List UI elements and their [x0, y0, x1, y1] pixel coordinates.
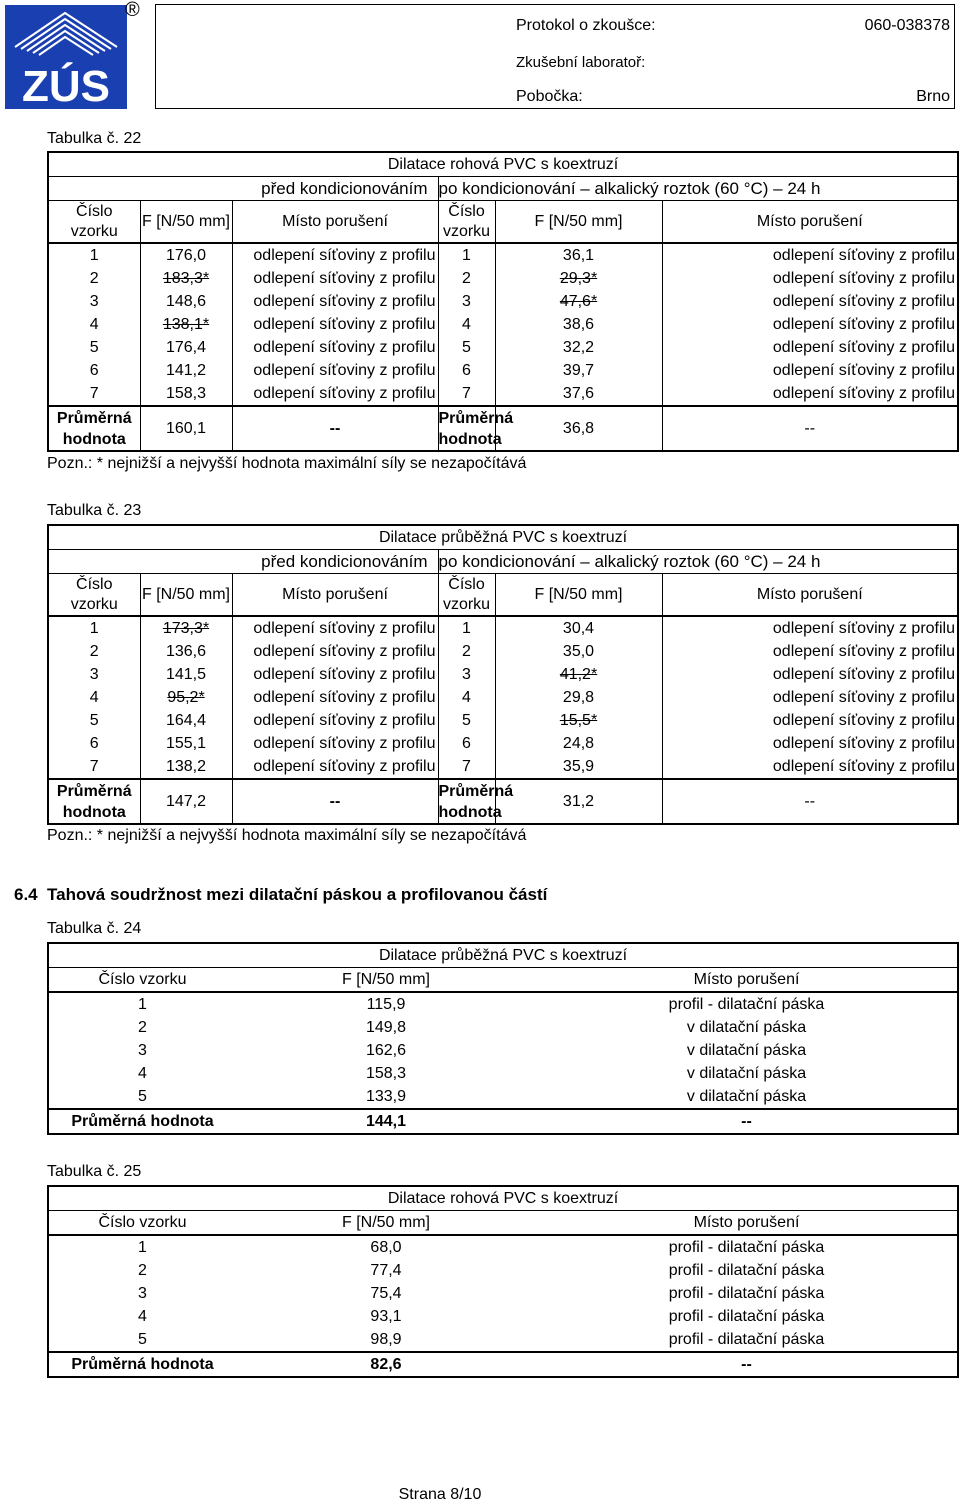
table22-avg-value: 160,1	[140, 406, 232, 451]
table23-col-place2: Místo porušení	[662, 574, 958, 617]
table-row: 4 93,1 profil - dilatační páska	[138, 1308, 825, 1325]
table23-body	[48, 616, 958, 779]
table22-col-sample: Číslo vzorku	[48, 201, 140, 244]
protocol-label: Protokol o zkoušce:	[516, 17, 656, 34]
table-row: 4 138,1* odlepení síťoviny z profilu 4 38,6 odlepení síťoviny z profilu	[48, 313, 958, 336]
section-number: 6.4	[14, 885, 38, 904]
table25-average-row: Průměrná hodnota 82,6 --	[48, 1352, 958, 1377]
table23-avg-value: 147,2	[140, 779, 232, 824]
table22-avg-label: Průměrná hodnota	[48, 406, 140, 451]
table-row: 7 138,2 odlepení síťoviny z profilu 7 35,9 odlepení síťoviny z profilu	[48, 755, 958, 779]
table23-col-place: Místo porušení	[232, 574, 438, 617]
table23-average-row: Průměrná hodnota 147,2 -- Průměrná hodnota 31,2 --	[48, 779, 958, 824]
table22-after-header: po kondicionování – alkalický roztok (60 °C) – 24 h	[438, 177, 958, 201]
table22-avg-value2: 36,8	[495, 406, 662, 451]
table-row: 5 164,4 odlepení síťoviny z profilu 5 15,5* odlepení síťoviny z profilu	[48, 709, 958, 732]
table25-col-place: Místo porušení	[536, 1211, 958, 1236]
table25	[47, 1185, 959, 1378]
table-row: 1 173,3* odlepení síťoviny z profilu 1 30,4 odlepení síťoviny z profilu	[48, 616, 958, 640]
table-row: 4 95,2* odlepení síťoviny z profilu 4 29,8 odlepení síťoviny z profilu	[48, 686, 958, 709]
table-row: 5 176,4 odlepení síťoviny z profilu 5 32,2 odlepení síťoviny z profilu	[48, 336, 958, 359]
table22-title: Dilatace rohová PVC s koextruzí	[48, 152, 958, 177]
table23	[47, 524, 959, 825]
table23-title: Dilatace průběžná PVC s koextruzí	[48, 525, 958, 550]
table25-caption: Tabulka č. 25	[47, 1163, 142, 1180]
table22-col-force: F [N/50 mm]	[140, 201, 232, 244]
table22-caption: Tabulka č. 22	[47, 130, 142, 147]
table-row: 2 183,3* odlepení síťoviny z profilu 2 29,3* odlepení síťoviny z profilu	[48, 267, 958, 290]
table-row: 3 148,6 odlepení síťoviny z profilu 3 47,6* odlepení síťoviny z profilu	[48, 290, 958, 313]
table24-average-row: Průměrná hodnota 144,1 --	[48, 1109, 958, 1134]
table22-col-place2: Místo porušení	[662, 201, 958, 244]
table22-col-sample2: Číslo vzorku	[438, 201, 495, 244]
table24-col-place: Místo porušení	[536, 968, 958, 993]
table23-note: Pozn.: * nejnižší a nejvyšší hodnota maximální síly se nezapočítává	[47, 827, 527, 844]
table23-after-header: po kondicionování – alkalický roztok (60 °C) – 24 h	[438, 550, 958, 574]
table24-title: Dilatace průběžná PVC s koextruzí	[48, 943, 958, 968]
branch-label: Pobočka:	[516, 88, 583, 105]
table-row: 2 149,8 v dilatační páska	[138, 1019, 807, 1036]
table-row: 7 158,3 odlepení síťoviny z profilu 7 37,6 odlepení síťoviny z profilu	[48, 382, 958, 406]
table25-col-force: F [N/50 mm]	[236, 1211, 536, 1236]
table23-before-header: před kondicionováním	[48, 550, 438, 574]
branch-value: Brno	[916, 88, 950, 105]
table25-col-sample: Číslo vzorku	[48, 1211, 236, 1236]
table25-title: Dilatace rohová PVC s koextruzí	[48, 1186, 958, 1211]
table-row: 5 133,9 v dilatační páska	[138, 1088, 807, 1105]
protocol-header	[155, 4, 955, 109]
table22-note: Pozn.: * nejnižší a nejvyšší hodnota maximální síly se nezapočítává	[47, 455, 527, 472]
table23-avg-value2: 31,2	[495, 779, 662, 824]
table24-caption: Tabulka č. 24	[47, 920, 142, 937]
table22-average-row: Průměrná hodnota 160,1 -- Průměrná hodnota 36,8 --	[48, 406, 958, 451]
section-heading	[14, 885, 547, 905]
svg-text:ZÚS: ZÚS	[22, 62, 110, 111]
table23-col-sample: Číslo vzorku	[48, 574, 140, 617]
table-row: 3 75,4 profil - dilatační páska	[138, 1285, 825, 1302]
table22-avg-label2: Průměrná hodnota	[438, 406, 495, 451]
table-row: 1 68,0 profil - dilatační páska	[138, 1239, 825, 1256]
table22	[47, 151, 959, 452]
table-row: 3 141,5 odlepení síťoviny z profilu 3 41,2* odlepení síťoviny z profilu	[48, 663, 958, 686]
table-row: 1 176,0 odlepení síťoviny z profilu 1 36,1 odlepení síťoviny z profilu	[48, 243, 958, 267]
table23-caption: Tabulka č. 23	[47, 502, 142, 519]
table23-col-force: F [N/50 mm]	[140, 574, 232, 617]
table24	[47, 942, 959, 1135]
company-logo	[5, 5, 127, 109]
table-row: 6 141,2 odlepení síťoviny z profilu 6 39,7 odlepení síťoviny z profilu	[48, 359, 958, 382]
table-row: 5 98,9 profil - dilatační páska	[138, 1331, 825, 1348]
table22-body	[48, 243, 958, 406]
table-row: 4 158,3 v dilatační páska	[138, 1065, 807, 1082]
table-row: 2 77,4 profil - dilatační páska	[138, 1262, 825, 1279]
table24-col-sample: Číslo vzorku	[48, 968, 236, 993]
page-number: Strana 8/10	[398, 1486, 482, 1503]
table23-avg-label2: Průměrná hodnota	[438, 779, 495, 824]
zus-logo-icon	[5, 5, 127, 109]
table23-col-sample2: Číslo vzorku	[438, 574, 495, 617]
table23-col-force2: F [N/50 mm]	[495, 574, 662, 617]
table-row: 2 136,6 odlepení síťoviny z profilu 2 35,0 odlepení síťoviny z profilu	[48, 640, 958, 663]
table22-col-force2: F [N/50 mm]	[495, 201, 662, 244]
table24-col-force: F [N/50 mm]	[236, 968, 536, 993]
protocol-number: 060-038378	[864, 17, 950, 34]
lab-label: Zkušební laboratoř:	[516, 54, 646, 71]
registered-mark: ®	[125, 0, 140, 21]
table22-before-header: před kondicionováním	[48, 177, 438, 201]
table23-avg-label: Průměrná hodnota	[48, 779, 140, 824]
section-title: Tahová soudržnost mezi dilatační páskou a profilovanou částí	[47, 885, 548, 904]
table-row: 1 115,9 profil - dilatační páska	[138, 996, 825, 1013]
table-row: 3 162,6 v dilatační páska	[138, 1042, 807, 1059]
table-row: 6 155,1 odlepení síťoviny z profilu 6 24,8 odlepení síťoviny z profilu	[48, 732, 958, 755]
table22-col-place: Místo porušení	[232, 201, 438, 244]
